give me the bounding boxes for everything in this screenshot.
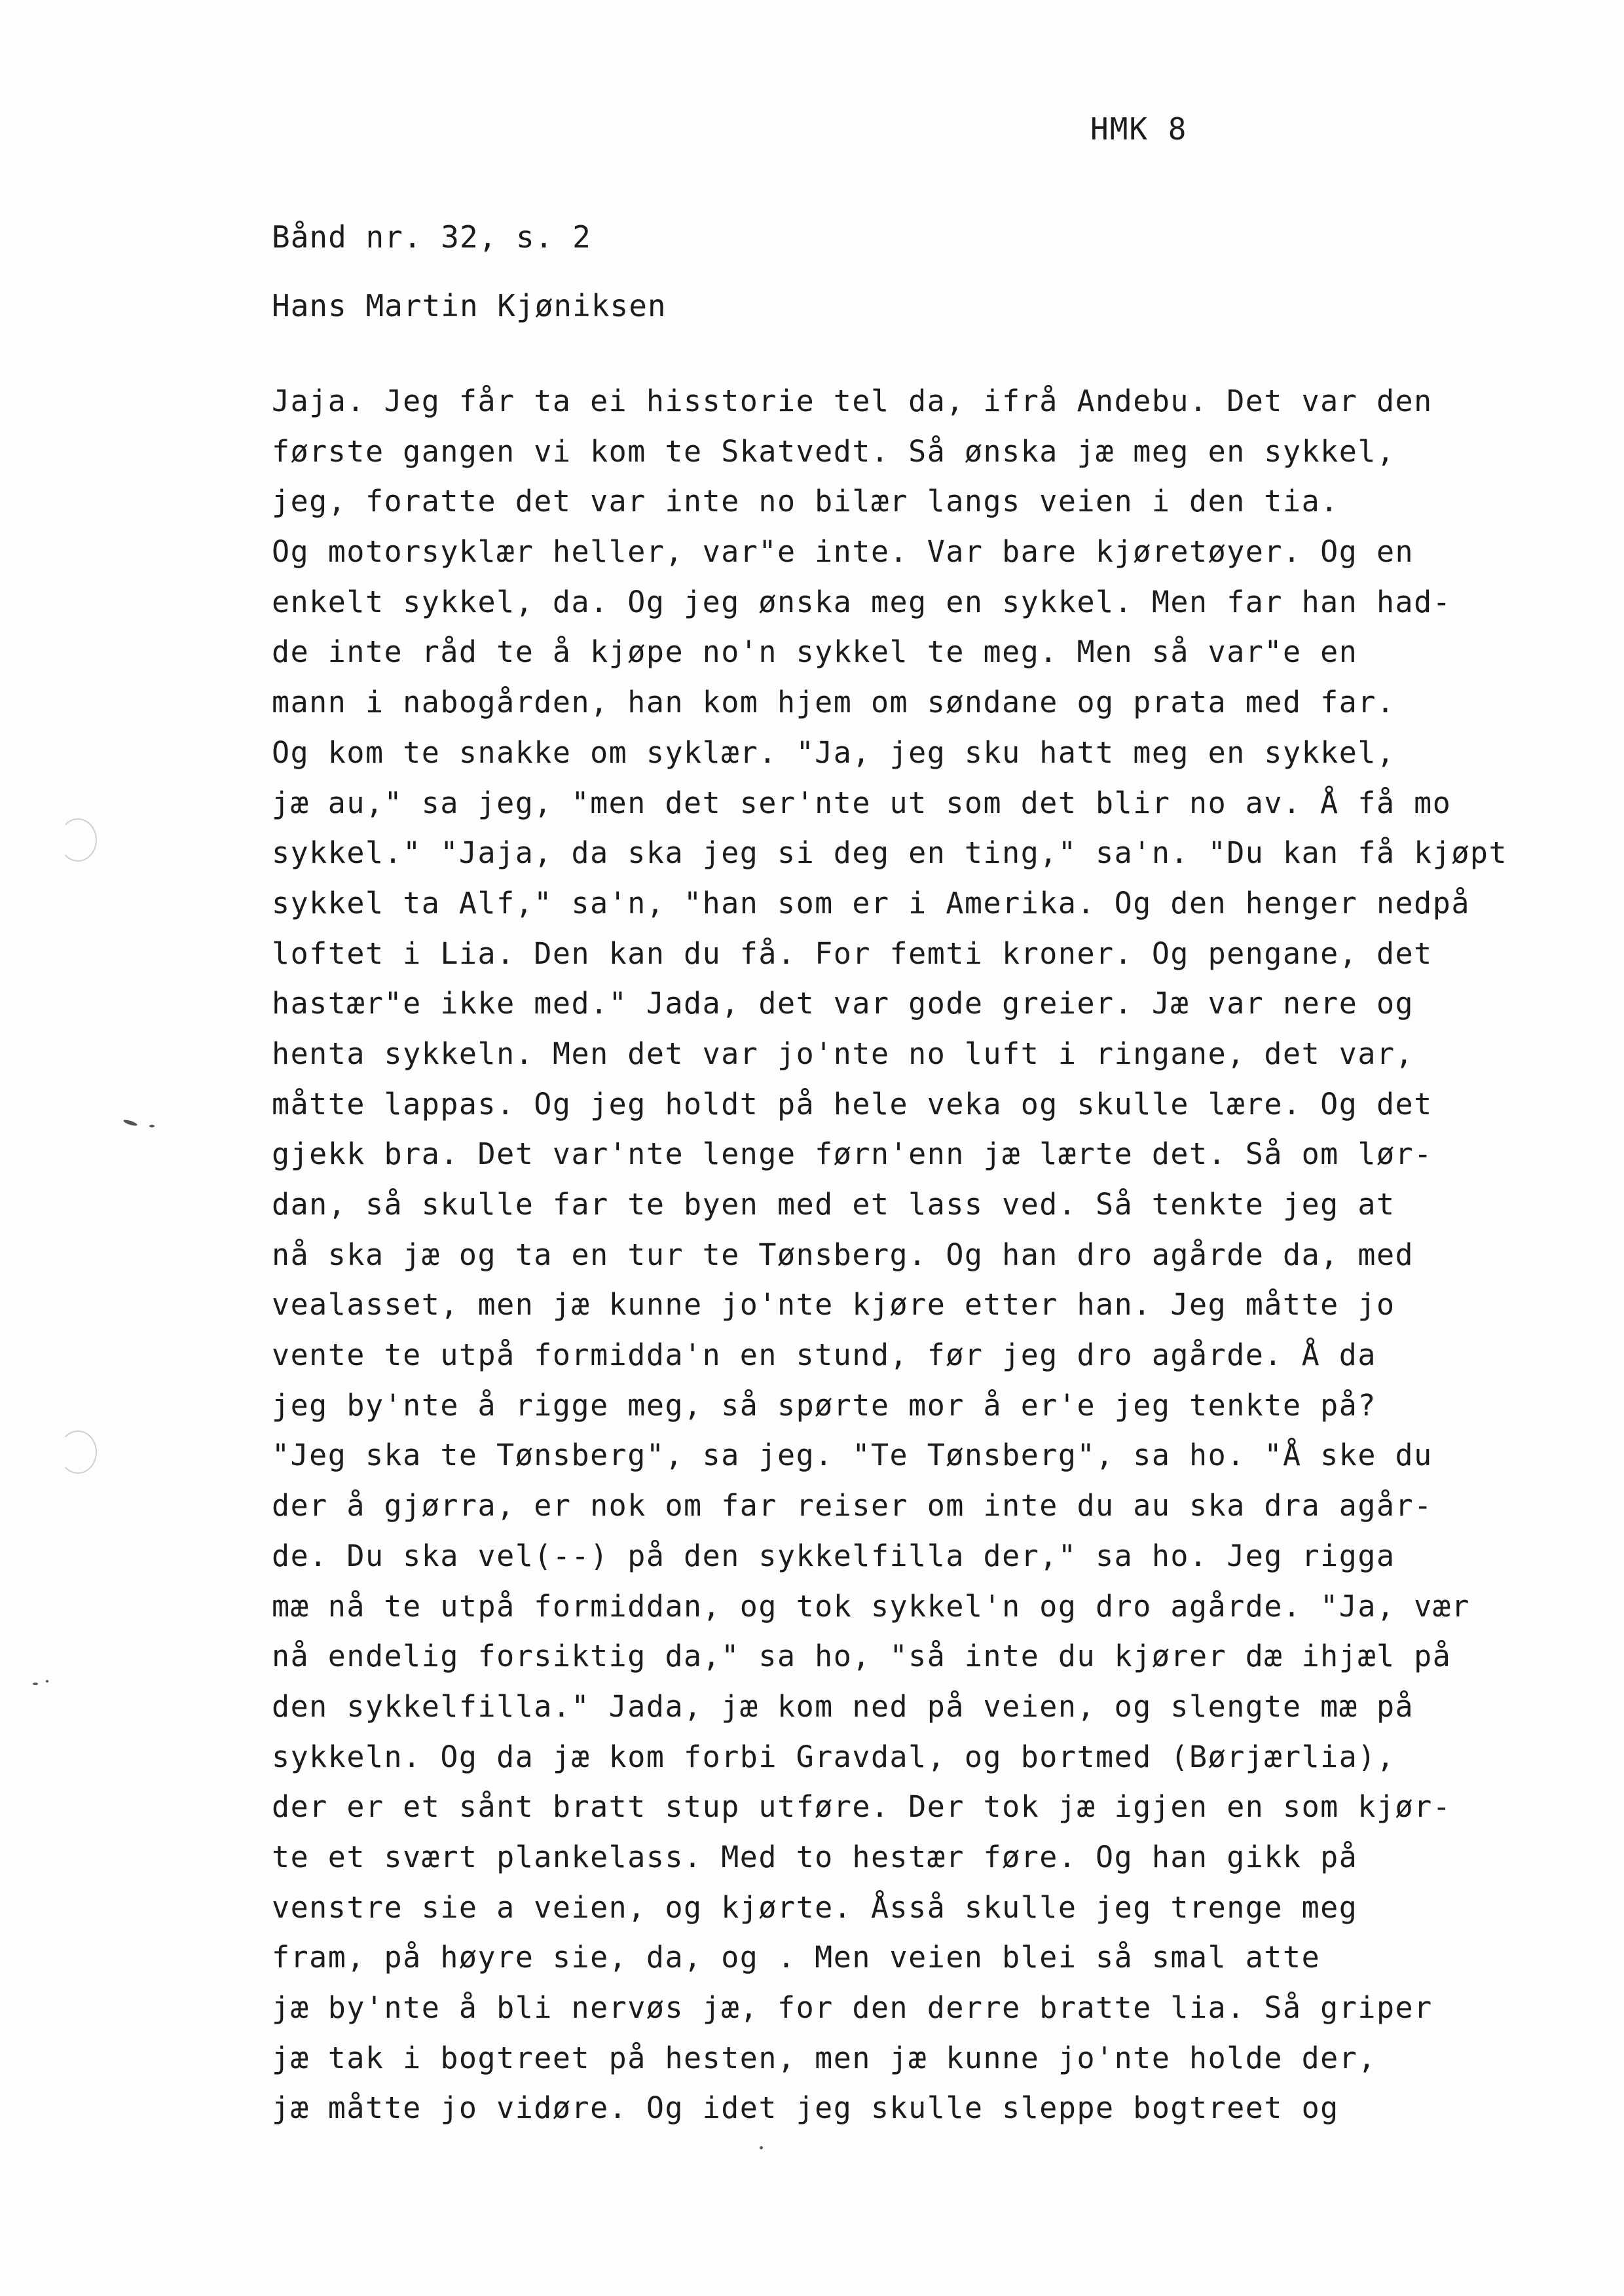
transcript-line: enkelt sykkel, da. Og jeg ønska meg en sykkel. Men far han had-	[272, 584, 1452, 619]
transcript-line: Jaja. Jeg får ta ei hisstorie tel da, ifrå Andebu. Det var den	[272, 384, 1433, 418]
scan-speck	[760, 2146, 763, 2149]
tape-reference: Bånd nr. 32, s. 2	[272, 219, 591, 255]
transcript-line: vente te utpå formidda'n en stund, før jeg dro agårde. Å da	[272, 1338, 1376, 1373]
transcript-line: fram, på høyre sie, da, og . Men veien blei så smal atte	[272, 1940, 1321, 1975]
scan-speck	[46, 1680, 48, 1683]
punch-hole	[59, 1430, 97, 1474]
transcript-line: der å gjørra, er nok om far reiser om inte du au ska dra agår-	[272, 1488, 1433, 1523]
transcript-body	[272, 376, 1568, 2134]
transcript-line: henta sykkeln. Men det var jo'nte no luft i ringane, det var,	[272, 1036, 1414, 1071]
transcript-line: venstre sie a veien, og kjørte. Åsså skulle jeg trenge meg	[272, 1889, 1358, 1925]
transcript-line: der er et sånt bratt stup utføre. Der tok jæ igjen en som kjør-	[272, 1789, 1452, 1825]
transcript-line: mæ nå te utpå formiddan, og tok sykkel'n og dro agårde. "Ja, vær	[272, 1588, 1470, 1624]
transcript-line: jeg by'nte å rigge meg, så spørte mor å er'e jeg tenkte på?	[272, 1387, 1376, 1423]
transcript-line: den sykkelfilla." Jada, jæ kom ned på veien, og slengte mæ på	[272, 1688, 1414, 1724]
transcript-line: måtte lappas. Og jeg holdt på hele veka og skulle lære. Og det	[272, 1086, 1433, 1121]
transcript-line: nå ska jæ og ta en tur te Tønsberg. Og han dro agårde da, med	[272, 1237, 1414, 1272]
transcript-line: de. Du ska vel(--) på den sykkelfilla der," sa ho. Jeg rigga	[272, 1538, 1395, 1573]
transcript-line: sykkeln. Og da jæ kom forbi Gravdal, og bortmed (Børjærlia),	[272, 1739, 1395, 1774]
transcript-line: loftet i Lia. Den kan du få. For femti kroner. Og pengane, det	[272, 936, 1433, 971]
transcript-line: Og kom te snakke om syklær. "Ja, jeg sku hatt meg en sykkel,	[272, 735, 1395, 770]
transcript-line: "Jeg ska te Tønsberg", sa jeg. "Te Tønsberg", sa ho. "Å ske du	[272, 1438, 1433, 1473]
transcript-line: hastær"e ikke med." Jada, det var gode greier. Jæ var nere og	[272, 986, 1414, 1021]
transcript-line: Og motorsyklær heller, var"e inte. Var bare kjøretøyer. Og en	[272, 534, 1414, 570]
transcript-line: jæ tak i bogtreet på hesten, men jæ kunne jo'nte holde der,	[272, 2040, 1376, 2075]
speaker-name: Hans Martin Kjøniksen	[272, 288, 667, 323]
transcript-line: jæ by'nte å bli nervøs jæ, for den derre bratte lia. Så griper	[272, 1990, 1433, 2025]
transcript-line: jæ au," sa jeg, "men det ser'nte ut som det blir no av. Å få mo	[272, 785, 1452, 820]
transcript-line: jeg, foratte det var inte no bilær langs veien i den tia.	[272, 484, 1339, 519]
transcript-line: vealasset, men jæ kunne jo'nte kjøre etter han. Jeg måtte jo	[272, 1287, 1395, 1322]
punch-hole	[59, 818, 97, 862]
transcript-line: sykkel." "Jaja, da ska jeg si deg en ting," sa'n. "Du kan få kjøpt	[272, 835, 1508, 871]
transcript-line: te et svært plankelass. Med to hestær føre. Og han gikk på	[272, 1839, 1358, 1874]
transcript-line: jæ måtte jo vidøre. Og idet jeg skulle sleppe bogtreet og	[272, 2090, 1339, 2126]
transcript-line: sykkel ta Alf," sa'n, "han som er i Amerika. Og den henger nedpå	[272, 885, 1470, 920]
transcript-line: første gangen vi kom te Skatvedt. Så ønska jæ meg en sykkel,	[272, 433, 1395, 469]
scan-speck	[33, 1683, 38, 1685]
scan-speck	[149, 1125, 155, 1127]
transcript-line: mann i nabogården, han kom hjem om søndane og prata med far.	[272, 685, 1395, 720]
transcript-line: nå endelig forsiktig da," sa ho, "så inte du kjører dæ ihjæl på	[272, 1639, 1452, 1674]
scan-speck	[123, 1119, 138, 1127]
archive-code: HMK 8	[1090, 111, 1188, 147]
transcript-line: de inte råd te å kjøpe no'n sykkel te meg. Men så var"e en	[272, 634, 1358, 670]
transcript-line: gjekk bra. Det var'nte lenge førn'enn jæ lærte det. Så om lør-	[272, 1137, 1433, 1172]
transcript-line: dan, så skulle far te byen med et lass ved. Så tenkte jeg at	[272, 1187, 1395, 1222]
